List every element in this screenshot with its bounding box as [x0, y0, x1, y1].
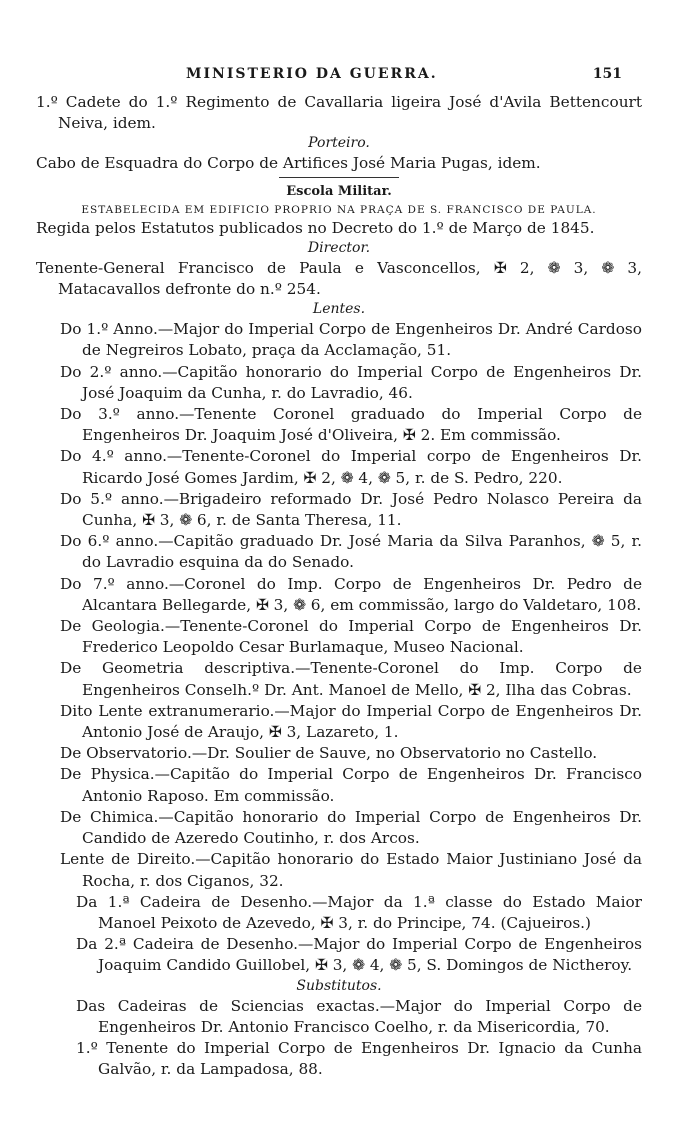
heading-substitutos: Substitutos.: [296, 977, 382, 994]
entry-geometria: De Geometria descriptiva.—Tenente-Coronel do Imp. Corpo de Engenheiros Conselh.º Dr. Ant. Manoel de Mello, ✠ 2, Ilha das Cobras.: [60, 659, 642, 699]
entry-director: Tenente-General Francisco de Paula e Vasconcellos, ✠ 2, ❁ 3, ❁ 3, Matacavallos defronte do n.º 254.: [36, 258, 642, 299]
entry-anno-1: Do 1.º Anno.—Major do Imperial Corpo de Engenheiros Dr. André Cardoso de Negreiros Lobato, praça da Acclamação, 51.: [60, 320, 642, 360]
lentes-block: [36, 319, 642, 891]
heading-porteiro: Porteiro.: [308, 135, 370, 152]
entry-chimica: De Chimica.—Capitão honorario do Imperial Corpo de Engenheiros Dr. Candido de Azeredo Coutinho, r. dos Arcos.: [60, 807, 642, 848]
entry-geologia: De Geologia.—Tenente-Coronel do Imperial Corpo de Engenheiros Dr. Frederico Leopoldo Cesar Burlamaque, Museo Nacional.: [60, 617, 642, 657]
entry-anno-4: Do 4.º anno.—Tenente-Coronel do Imperial corpo de Engenheiros Dr. Ricardo José Gomes Jardim, ✠ 2, ❁ 4, ❁ 5, r. de S. Pedro, 220.: [60, 447, 642, 487]
entry-dito-lente: Dito Lente extranumerario.—Major do Imperial Corpo de Engenheiros Dr. Antonio José de Araujo, ✠ 3, Lazareto, 1.: [60, 701, 642, 742]
entry-anno-7: Do 7.º anno.—Coronel do Imp. Corpo de Engenheiros Dr. Pedro de Alcantara Bellegarde, ✠ 3, ❁ 6, em commissão, largo do Valdetaro, 108.: [60, 574, 642, 614]
entry-direito: Lente de Direito.—Capitão honorario do Estado Maior Justiniano José da Rocha, r. dos Ciganos, 32.: [60, 850, 642, 890]
entry-anno-5: Do 5.º anno.—Brigadeiro reformado Dr. José Pedro Nolasco Pereira da Cunha, ✠ 3, ❁ 6, r. de Santa Theresa, 11.: [60, 489, 642, 530]
entry-cadete: 1.º Cadete do 1.º Regimento de Cavallaria ligeira José d'Avila Bettencourt Neiva, idem.: [36, 93, 642, 133]
substitutos-block: [36, 996, 642, 1081]
entry-observatorio: De Observatorio.—Dr. Soulier de Sauve, no Observatorio no Castello.: [60, 744, 598, 763]
desenho-block: [36, 892, 642, 977]
page-number: 151: [592, 66, 622, 82]
entry-substituto-2: 1.º Tenente do Imperial Corpo de Engenheiros Dr. Ignacio da Cunha Galvão, r. da Lampadosa, 88.: [76, 1038, 642, 1079]
entry-regida: Regida pelos Estatutos publicados no Decreto do 1.º de Março de 1845.: [36, 218, 595, 237]
heading-lentes: Lentes.: [312, 301, 366, 318]
entry-substituto-1: Das Cadeiras de Sciencias exactas.—Major do Imperial Corpo de Engenheiros Dr. Antonio Francisco Coelho, r. da Misericordia, 70.: [76, 996, 642, 1036]
entry-desenho-1: Da 1.ª Cadeira de Desenho.—Major da 1.ª classe do Estado Maior Manoel Peixoto de Azevedo, ✠ 3, r. do Principe, 74. (Cajueiros.): [76, 892, 642, 932]
entry-physica: De Physica.—Capitão do Imperial Corpo de Engenheiros Dr. Francisco Antonio Raposo. Em commissão.: [60, 765, 642, 805]
entry-anno-3: Do 3.º anno.—Tenente Coronel graduado do Imperial Corpo de Engenheiros Dr. Joaquim José d'Oliveira, ✠ 2. Em commissão.: [60, 405, 642, 445]
page-title: MINISTERIO DA GUERRA.: [186, 66, 438, 82]
running-head: [36, 66, 642, 92]
section-title-escola: Escola Militar.: [286, 183, 392, 199]
section-subtitle: ESTABELECIDA EM EDIFICIO PROPRIO NA PRAÇA DE S. FRANCISCO DE PAULA.: [81, 203, 597, 216]
heading-director: Director.: [307, 239, 371, 256]
entry-desenho-2: Da 2.ª Cadeira de Desenho.—Major do Imperial Corpo de Engenheiros Joaquim Candido Guillobel, ✠ 3, ❁ 4, ❁ 5, S. Domingos de Nictheroy.: [76, 935, 642, 975]
entry-cabo: Cabo de Esquadra do Corpo de Artifices José Maria Pugas, idem.: [36, 154, 541, 173]
entry-anno-2: Do 2.º anno.—Capitão honorario do Imperial Corpo de Engenheiros Dr. José Joaquim da Cunha, r. do Lavradio, 46.: [60, 362, 642, 402]
section-divider: [279, 177, 399, 178]
entry-anno-6: Do 6.º anno.—Capitão graduado Dr. José Maria da Silva Paranhos, ❁ 5, r. do Lavradio esquina da do Senado.: [60, 532, 642, 572]
